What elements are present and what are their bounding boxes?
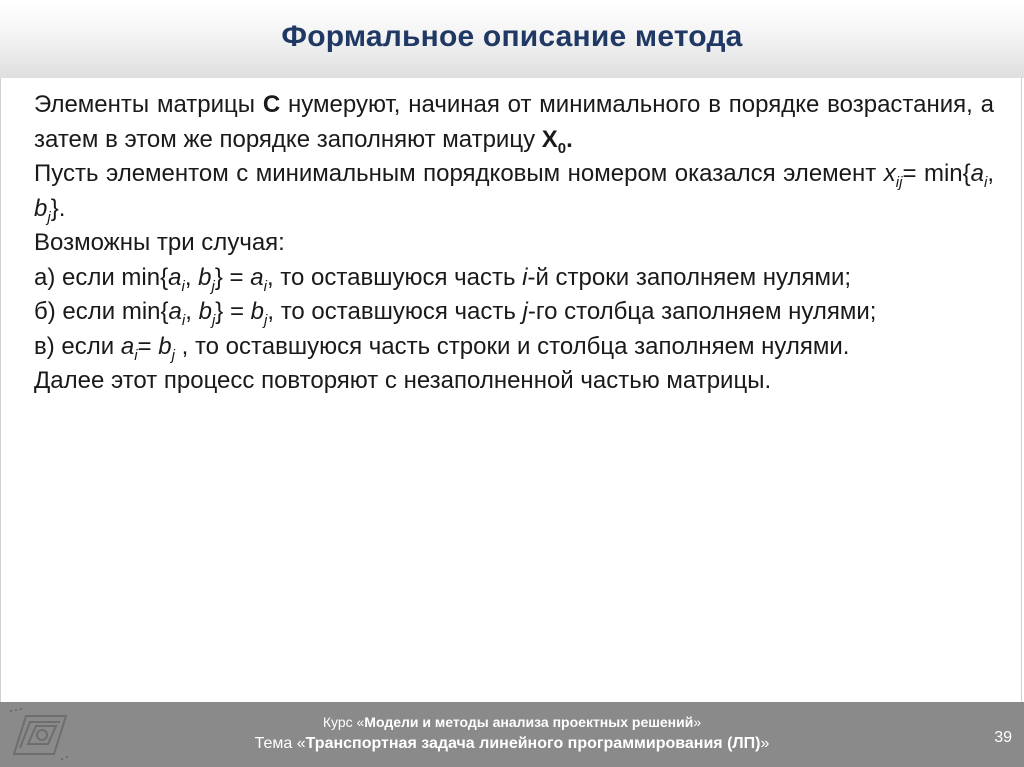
university-logo-icon [6,704,76,764]
paragraph-intro: Элементы матрицы С нумеруют, начиная от минимального в порядке возрастания, а затем в этом же порядке заполняют матрицу $X_0$. [34,91,995,157]
case-b: б) если $\min\{a_i$, $b_j\} = b_j$, то оставшуюся часть j-го столбца заполняем нулями; [34,298,877,329]
paragraph-min-element: Пусть элементом с минимальным порядковым номером оказался элемент $x_{ij}= \min\{a_i$, $b_j$}. [34,160,995,226]
title-bar [0,0,1024,78]
paragraph-three-cases: Возможны три случая: [34,229,285,256]
case-c: в) если $a_i= b_j$ , то оставшуюся часть строки и столбца заполняем нулями. [34,332,850,364]
slide-title: Формальное описание метода [281,20,743,53]
footer-course: Курс «Модели и методы анализа проектных решений» [322,714,702,730]
page-number: 39 [994,729,1012,746]
footer-topic: Тема «Транспортная задача линейного программирования (ЛП)» [254,735,770,752]
paragraph-conclusion: Далее этот процесс повторяют с незаполненной частью матрицы. [34,367,772,394]
footer-bar [0,702,1024,767]
slide-body [34,88,994,399]
case-a: а) если $\min\{a_i$, $b_j\} = a_i$, то оставшуюся часть i-й строки заполняем нулями; [34,263,852,295]
